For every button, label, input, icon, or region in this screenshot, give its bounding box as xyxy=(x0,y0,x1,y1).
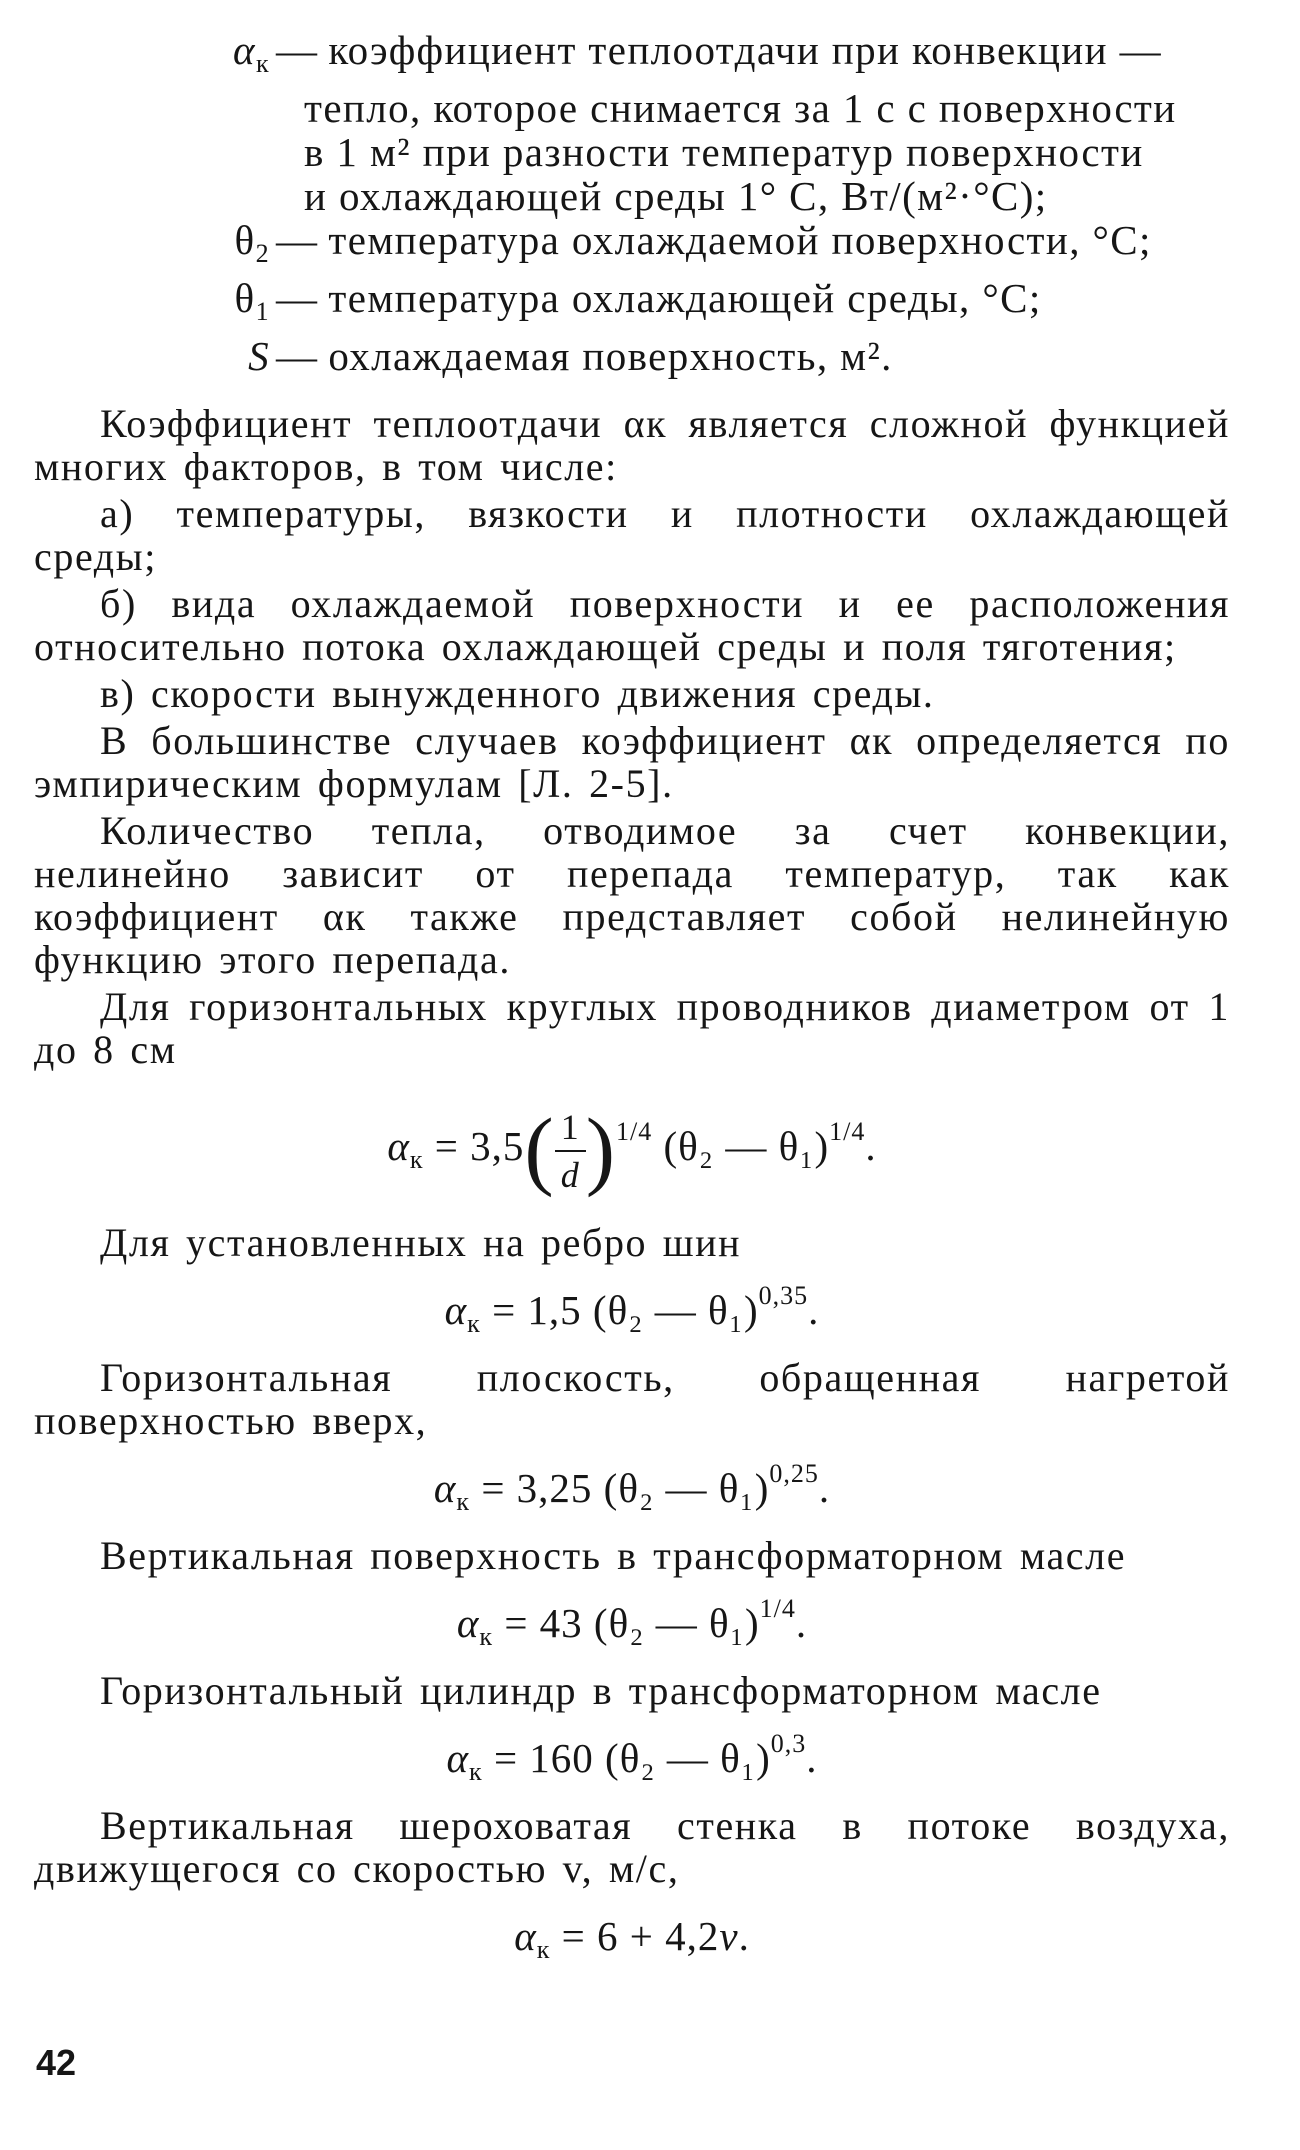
formula-lhs: α xyxy=(514,1913,537,1959)
definition-theta-1 xyxy=(34,276,1230,334)
page-number: 42 xyxy=(36,2042,77,2083)
paragraph: Коэффициент теплоотдачи αк является сложной функцией многих факторов, в том числе: xyxy=(34,401,1230,489)
fraction-denominator: d xyxy=(560,1154,580,1195)
formula-lhs-subscript: к xyxy=(467,1309,481,1338)
formula-lhs: α xyxy=(456,1600,480,1646)
definition-text: тепло, которое снимается за 1 с с поверхности xyxy=(304,85,1177,131)
formula-cylinder-oil xyxy=(34,1712,1230,1804)
paragraph: Для горизонтальных круглых проводников диаметром от 1 до 8 см xyxy=(34,984,1230,1072)
definition-symbol: α xyxy=(233,27,256,73)
formula-lhs-subscript: к xyxy=(479,1622,494,1651)
paragraph: В большинстве случаев коэффициент αк определяется по эмпирическим формулам [Л. 2-5]. xyxy=(34,718,1230,806)
formula-exponent: 0,3 xyxy=(770,1729,807,1758)
formula-lhs: α xyxy=(446,1735,470,1781)
formula-lhs-subscript: к xyxy=(456,1487,471,1516)
paragraph: Количество тепла, отводимое за счет конвекции, нелинейно зависит от перепада температур, так как коэффициент αк также представляет собой нелинейную функцию этого перепада. xyxy=(34,808,1230,982)
formula-body: = 1,5 (θ₂ — θ₁) xyxy=(492,1287,759,1333)
fraction-numerator: 1 xyxy=(555,1104,586,1152)
paragraph: Горизонтальная плоскость, обращенная нагретой поверхностью вверх, xyxy=(34,1355,1230,1443)
definition-dash: — xyxy=(276,27,319,73)
formula-vertical-oil xyxy=(34,1577,1230,1669)
formula-coefficient: = 3,5 xyxy=(434,1123,525,1169)
definition-subscript: 1 xyxy=(255,297,270,326)
left-paren: ( xyxy=(524,1101,555,1199)
definition-text: в 1 м² при разности температур поверхности xyxy=(304,129,1144,175)
formula-end: . xyxy=(865,1123,877,1169)
formula-lhs: α xyxy=(387,1123,410,1169)
paragraph-list-item: б) вида охлаждаемой поверхности и ее расположения относительно потока охлаждающей среды и поля тяготения; xyxy=(34,581,1230,669)
formula-lhs: α xyxy=(444,1287,468,1333)
formula-lhs-subscript: к xyxy=(469,1757,483,1786)
paragraph: Вертикальная поверхность в трансформаторном масле xyxy=(100,1533,1127,1578)
definition-s xyxy=(34,334,1230,392)
formula-rough-wall xyxy=(34,1890,1230,1982)
formula-body: = 160 (θ₂ — θ₁) xyxy=(493,1735,771,1781)
definition-dash: — xyxy=(276,275,319,321)
formula-exponent: 1/4 xyxy=(616,1117,653,1146)
definition-subscript: к xyxy=(255,49,270,78)
definition-symbol: S xyxy=(248,333,270,379)
definition-symbol: θ xyxy=(234,275,256,321)
definition-text: охлаждаемая поверхность, м². xyxy=(328,333,893,379)
formula-end: . xyxy=(795,1600,808,1646)
definition-text: и охлаждающей среды 1° С, Вт/(м²·°С); xyxy=(304,173,1048,219)
paragraph-list-item: в) скорости вынужденного движения среды. xyxy=(100,671,935,716)
paragraph: Горизонтальный цилиндр в трансформаторном масле xyxy=(100,1668,1102,1713)
formula-exponent: 0,35 xyxy=(758,1281,809,1310)
paragraph: Для установленных на ребро шин xyxy=(100,1220,742,1265)
formula-busbars xyxy=(34,1264,1230,1356)
formula-exponent: 1/4 xyxy=(759,1594,796,1623)
formula-end: . xyxy=(808,1287,820,1333)
formula-horizontal-conductors xyxy=(34,1071,1230,1221)
formula-body: (θ₂ — θ₁) xyxy=(663,1123,830,1169)
definition-text: температура охлаждающей среды, °С; xyxy=(328,275,1042,321)
formula-variable: v xyxy=(719,1913,739,1959)
definition-text: температура охлаждаемой поверхности, °С; xyxy=(328,217,1152,263)
definition-subscript: 2 xyxy=(255,239,270,268)
paragraph-list-item: а) температуры, вязкости и плотности охлаждающей среды; xyxy=(34,491,1230,579)
formula-end: . xyxy=(818,1465,831,1511)
definition-text: коэффициент теплоотдачи при конвекции — xyxy=(328,27,1163,73)
page-content xyxy=(34,28,1230,1982)
formula-horizontal-plane xyxy=(34,1442,1230,1534)
formula-lhs-subscript: к xyxy=(409,1145,424,1174)
formula-lhs-subscript: к xyxy=(536,1935,551,1964)
right-paren: ) xyxy=(585,1101,616,1199)
symbol-definitions xyxy=(34,28,1230,392)
definition-dash: — xyxy=(276,333,319,379)
definition-theta-2 xyxy=(34,218,1230,276)
formula-exponent: 0,25 xyxy=(769,1459,819,1488)
formula-body: = 3,25 (θ₂ — θ₁) xyxy=(481,1465,770,1511)
paragraph: Вертикальная шероховатая стенка в потоке воздуха, движущегося со скоростью v, м/с, xyxy=(34,1803,1230,1891)
formula-lhs: α xyxy=(433,1465,457,1511)
definition-alpha-k xyxy=(34,28,1230,86)
definition-symbol: θ xyxy=(234,217,256,263)
formula-end: . xyxy=(806,1735,818,1781)
formula-body: = 6 + 4,2 xyxy=(561,1913,720,1959)
formula-exponent: 1/4 xyxy=(829,1117,866,1146)
fraction xyxy=(555,1104,586,1198)
formula-end: . xyxy=(738,1913,750,1959)
definition-dash: — xyxy=(276,217,319,263)
formula-body: = 43 (θ₂ — θ₁) xyxy=(504,1600,760,1646)
